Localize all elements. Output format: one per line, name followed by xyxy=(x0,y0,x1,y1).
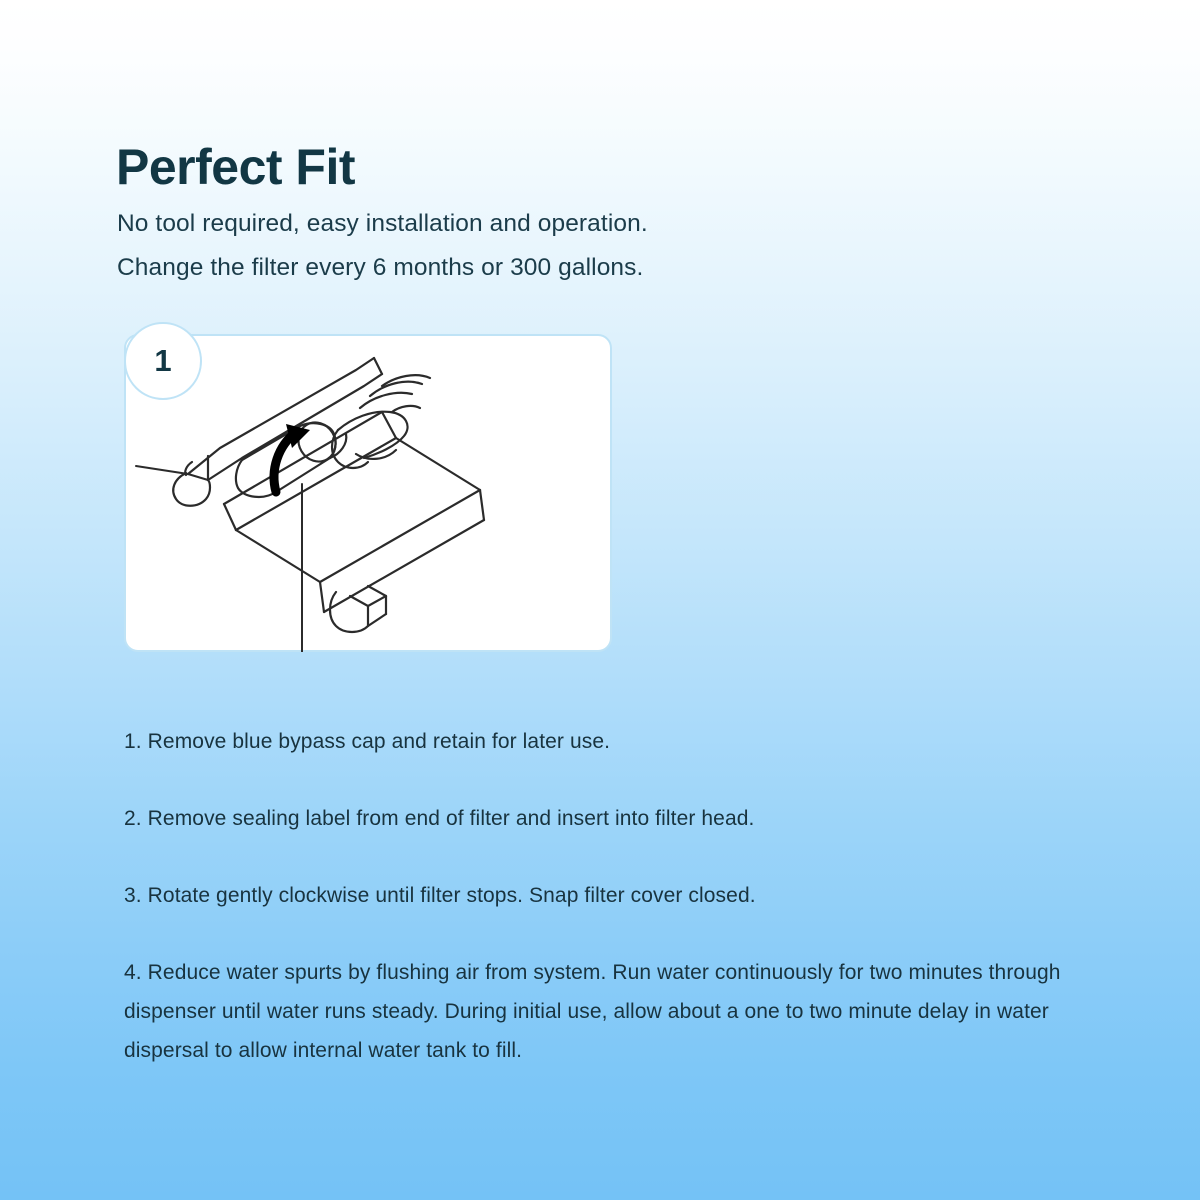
list-item: 2. Remove sealing label from end of filter and insert into filter head. xyxy=(124,807,755,830)
filter-installation-illustration xyxy=(124,334,612,652)
subtitle-line-2: Change the filter every 6 months or 300 gallons. xyxy=(117,254,644,281)
page-title: Perfect Fit xyxy=(116,138,356,195)
list-item: 3. Rotate gently clockwise until filter stops. Snap filter cover closed. xyxy=(124,884,756,907)
list-item: 4. Reduce water spurts by flushing air from system. Run water continuously for two minutes through dispenser until water runs steady. During initial use, allow about a one to two minute delay in water dispersal to allow internal water tank to fill. xyxy=(124,961,1061,1062)
instruction-list xyxy=(124,722,1084,1070)
step-number-badge: 1 xyxy=(124,322,202,400)
list-item: 1. Remove blue bypass cap and retain for later use. xyxy=(124,730,611,753)
page-subtitle xyxy=(117,202,648,290)
subtitle-line-1: No tool required, easy installation and operation. xyxy=(117,210,648,237)
